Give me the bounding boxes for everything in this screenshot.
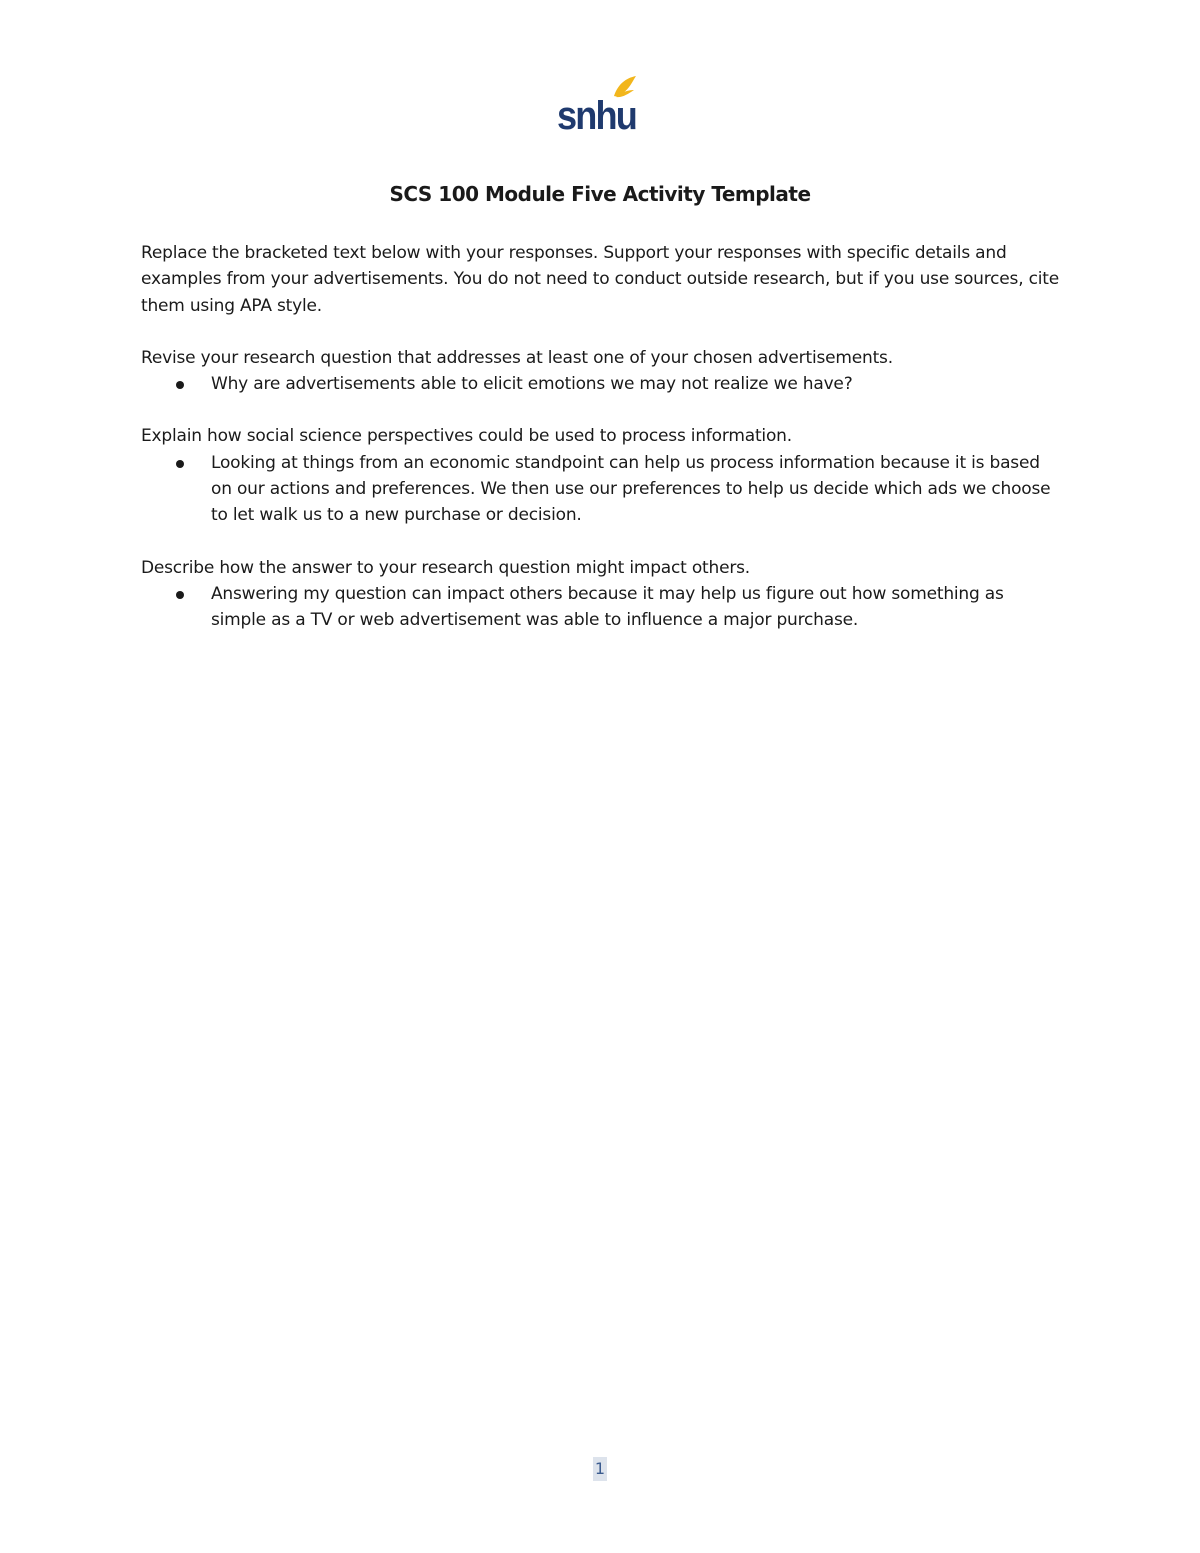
document-title: SCS 100 Module Five Activity Template — [389, 182, 811, 206]
response-text: Answering my question can impact others because it may help us figure out how something as simple as a TV or web advertisement was able to influence a major purchase. — [211, 583, 1004, 631]
response-item — [141, 581, 1061, 634]
section-prompt: Explain how social science perspectives could be used to process information. — [141, 426, 792, 447]
bullet-icon — [176, 381, 184, 389]
response-list — [141, 371, 1061, 397]
section-prompt: Revise your research question that addresses at least one of your chosen advertisements. — [141, 347, 893, 368]
instructions-paragraph: Replace the bracketed text below with your responses. Support your responses with specific details and examples from your advertisements. You do not need to conduct outside research, but if you use sources, cite them using APA style. — [141, 243, 1059, 316]
question-section — [141, 555, 1061, 634]
question-section — [141, 423, 1061, 528]
response-list — [141, 450, 1061, 529]
response-text: Why are advertisements able to elicit emotions we may not realize we have? — [211, 374, 853, 395]
bullet-icon — [176, 460, 184, 468]
snhu-logo — [556, 74, 638, 134]
logo-wordmark: snhu — [557, 94, 636, 134]
snhu-logo-graphic — [556, 74, 638, 134]
response-text: Looking at things from an economic standpoint can help us process information because it is based on our actions and preferences. We then use our preferences to help us decide which ads we choose to let walk us to a new purchase or decision. — [211, 452, 1051, 526]
page-number: 1 — [593, 1457, 607, 1481]
response-list — [141, 581, 1061, 634]
response-item — [141, 450, 1061, 529]
document-body — [141, 240, 1061, 634]
question-section — [141, 345, 1061, 398]
response-item — [141, 371, 1061, 397]
section-prompt: Describe how the answer to your research question might impact others. — [141, 557, 750, 578]
bullet-icon — [176, 591, 184, 599]
